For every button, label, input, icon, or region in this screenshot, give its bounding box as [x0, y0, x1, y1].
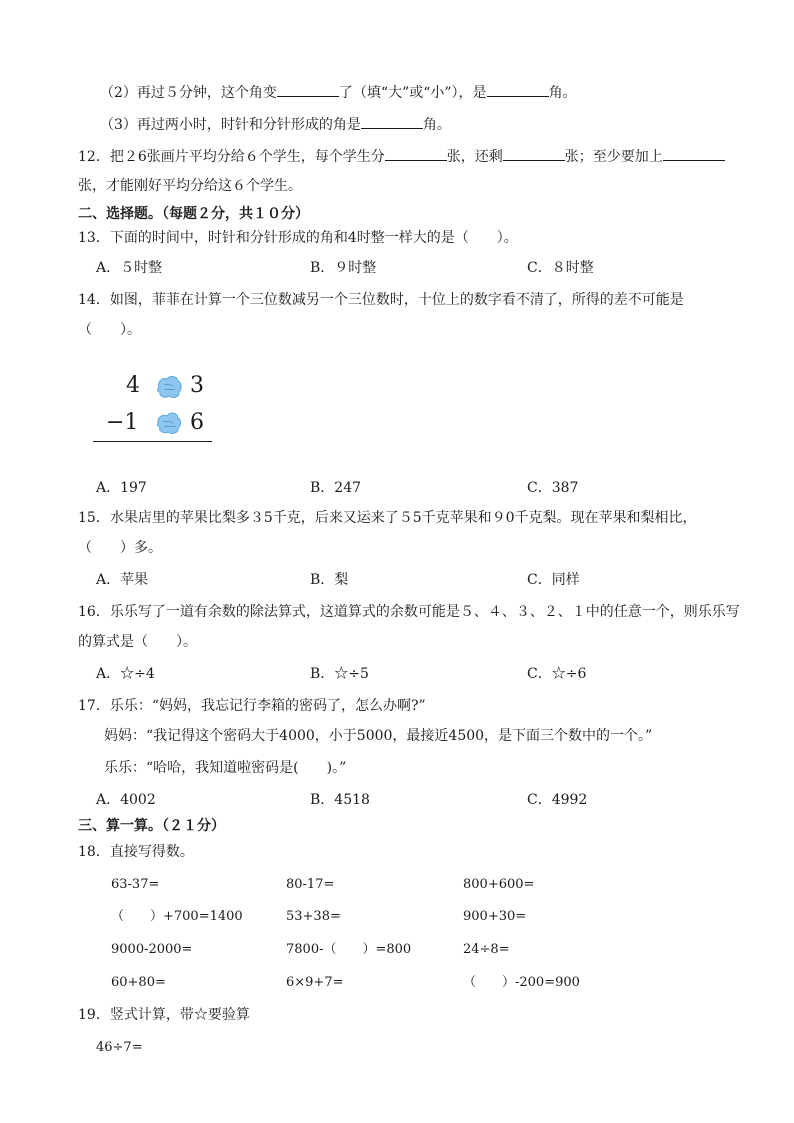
q18-r1-c3: 800+600= — [463, 877, 535, 892]
q12-line1 — [78, 146, 725, 167]
q15-option-c[interactable]: C．同样 — [527, 572, 580, 588]
q12-text-a: 12．把２6张画片平均分给６个学生，每个学生分 — [78, 149, 385, 165]
q14-stem-line1: 14．如图，菲菲在计算一个三位数减另一个三位数时，十位上的数字看不清了，所得的差不可能是 — [78, 292, 684, 308]
q12-text-c: 张；至少要加上 — [564, 149, 663, 165]
q17-option-a[interactable]: A．4002 — [96, 792, 156, 808]
q14-smudge-bottom-icon — [155, 410, 183, 436]
q18-r3-c3: 24÷8= — [463, 942, 510, 957]
q18-title: 18．直接写得数。 — [78, 844, 194, 860]
q11-sub3-post: 角。 — [422, 117, 451, 133]
q14-top-hundreds: 4 — [126, 373, 140, 398]
q11-sub2-pre: （2）再过５分钟，这个角变 — [100, 85, 277, 101]
q11-sub2-post: 角。 — [548, 85, 577, 101]
q16-option-c[interactable]: C．☆÷6 — [527, 666, 587, 682]
q11-sub3-pre: （3）再过两小时，时针和分针形成的角是 — [100, 117, 361, 133]
q12-blank1[interactable] — [385, 146, 447, 161]
q17-line1: 17．乐乐：“妈妈，我忘记行李箱的密码了，怎么办啊?” — [78, 698, 426, 714]
q12-blank2[interactable] — [503, 146, 565, 161]
q14-stem-line2: （ ）。 — [78, 322, 141, 338]
q14-top-ones: 3 — [190, 373, 204, 398]
q11-sub2-mid: 了（填“大”或“小”），是 — [338, 85, 487, 101]
q12-text-b: 张，还剩 — [446, 149, 503, 165]
q11-sub2-blank1[interactable] — [277, 82, 339, 97]
q14-option-a[interactable]: A．197 — [96, 480, 147, 496]
q16-stem-line2: 的算式是（ ）。 — [78, 634, 197, 650]
q16-option-a[interactable]: A．☆÷4 — [96, 666, 155, 682]
q16-stem-line1: 16．乐乐写了一道有余数的除法算式，这道算式的余数可能是５、４、３、２、１中的任意一个，则乐乐写 — [78, 604, 740, 620]
q15-option-a[interactable]: A．苹果 — [96, 572, 149, 588]
q18-r2-c1[interactable]: （ ）+700=1400 — [111, 909, 243, 924]
q14-result-line — [93, 441, 212, 442]
q18-r3-c1: 9000-2000= — [111, 942, 193, 957]
q18-r1-c1: 63-37= — [111, 877, 160, 892]
q19-title: 19．竖式计算，带☆要验算 — [78, 1007, 250, 1023]
section2-title: 二、选择题。（每题２分，共１０分） — [78, 206, 309, 222]
q13-option-a[interactable]: A．５时整 — [96, 260, 163, 276]
q12-blank3[interactable] — [663, 146, 725, 161]
q18-r1-c2: 80-17= — [286, 877, 335, 892]
q14-option-b[interactable]: B．247 — [310, 480, 362, 496]
q18-r4-c3[interactable]: （ ）-200=900 — [463, 975, 580, 990]
q13-option-b[interactable]: B．９时整 — [310, 260, 377, 276]
q14-minus-hundreds: −1 — [106, 410, 139, 435]
q15-stem-line2: （ ）多。 — [78, 540, 162, 556]
q11-sub2 — [100, 82, 577, 103]
q11-sub2-blank2[interactable] — [487, 82, 549, 97]
q18-r2-c3: 900+30= — [463, 909, 527, 924]
q18-r2-c2: 53+38= — [286, 909, 341, 924]
q15-stem-line1: 15．水果店里的苹果比梨多３5千克，后来又运来了５5千克苹果和９0千克梨。现在苹果和梨相比， — [78, 510, 697, 526]
q17-line2: 妈妈：“我记得这个密码大于4000，小于5000，最接近4500，是下面三个数中的一个。” — [104, 728, 653, 744]
q13-option-c[interactable]: C．８时整 — [527, 260, 594, 276]
q14-option-c[interactable]: C．387 — [527, 480, 579, 496]
q12-line2: 张，才能刚好平均分给这６个学生。 — [78, 178, 302, 194]
q15-option-b[interactable]: B．梨 — [310, 572, 349, 588]
q19-expr: 46÷7= — [96, 1040, 143, 1055]
q13-stem: 13．下面的时间中，时针和分针形成的角和4时整一样大的是（ ）。 — [78, 230, 518, 246]
q18-r3-c2[interactable]: 7800-（ ）=800 — [286, 942, 412, 957]
q16-option-b[interactable]: B．☆÷5 — [310, 666, 369, 682]
q14-bottom-ones: 6 — [190, 410, 204, 435]
q17-option-c[interactable]: C．4992 — [527, 792, 588, 808]
q11-sub3-blank[interactable] — [361, 114, 423, 129]
q14-smudge-top-icon — [155, 374, 183, 400]
q17-option-b[interactable]: B．4518 — [310, 792, 370, 808]
q11-sub3 — [100, 114, 451, 135]
q18-r4-c1: 60+80= — [111, 975, 166, 990]
section3-title: 三、算一算。（２１分） — [78, 818, 225, 834]
q18-r4-c2: 6×9+7= — [286, 975, 344, 990]
q17-line3: 乐乐：“哈哈，我知道啦密码是( )。” — [104, 760, 347, 776]
